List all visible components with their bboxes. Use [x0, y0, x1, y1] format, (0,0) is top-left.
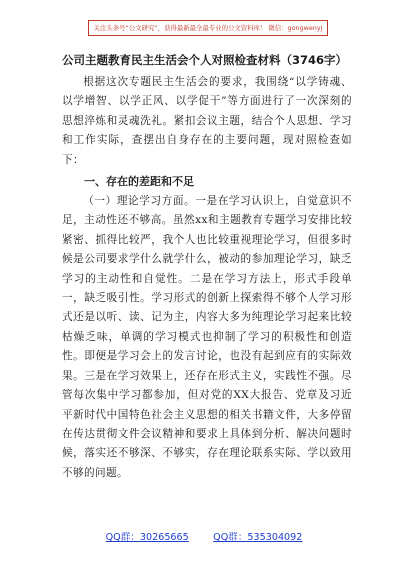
intro-paragraph: 根据这次专题民主生活会的要求，我围绕“以学铸魂、以学增智、以学正风、以学促干”等方面进行了一次深刻的思想淬炼和灵魂洗礼。紧扣会议主题，结合个人思想、学习和工作实际，查摆出自身存在的主要问题，现对照检查如下：	[62, 76, 352, 166]
footer-qq-group-1[interactable]: QQ群：30265665	[105, 532, 189, 543]
document-body	[62, 52, 352, 483]
footer-qq-group-2[interactable]: QQ群：535304092	[213, 532, 303, 543]
section-heading: 一、存在的差距和不足	[84, 175, 194, 189]
footer-contact	[0, 529, 408, 543]
header-promo-banner: 关注头条号“公文研究”，获得最新最全最专业的公文资料库！ 微信：gongwenyj	[88, 20, 328, 36]
document-title: 公司主题教育民主生活会个人对照检查材料（3746字）	[62, 53, 348, 67]
section-paragraph: （一）理论学习方面。一是在学习认识上，自觉意识不足，主动性还不够高。虽然xx和主题教育专题学习安排比较紧密、抓得比较严，我个人也比较重视理论学习，但很多时候是公司要求学什么就学什么，被动的参加理论学习，缺乏学习的主动性和自觉性。二是在学习方法上，形式手段单一，缺乏吸引性。学习形式的创新上探索得不够个人学习形式还是以听、读、记为主，内容大多为纯理论学习起来比较枯燥乏味，单调的学习模式也抑制了学习的积极性和创造性。即便是学习会上的发言讨论，也没有起到应有的实际效果。三是在学习效果上，还存在形式主义，实践性不强。尽管每次集中学习都参加，但对党的XX大报告、党章及习近平新时代中国特色社会主义思想的相关书籍文件，大多停留在传达贯彻文件会议精神和要求上具体到分析、解决问题时候，落实还不够深、不够实，存在理论联系实际、学以致用不够的问题。	[62, 195, 352, 479]
